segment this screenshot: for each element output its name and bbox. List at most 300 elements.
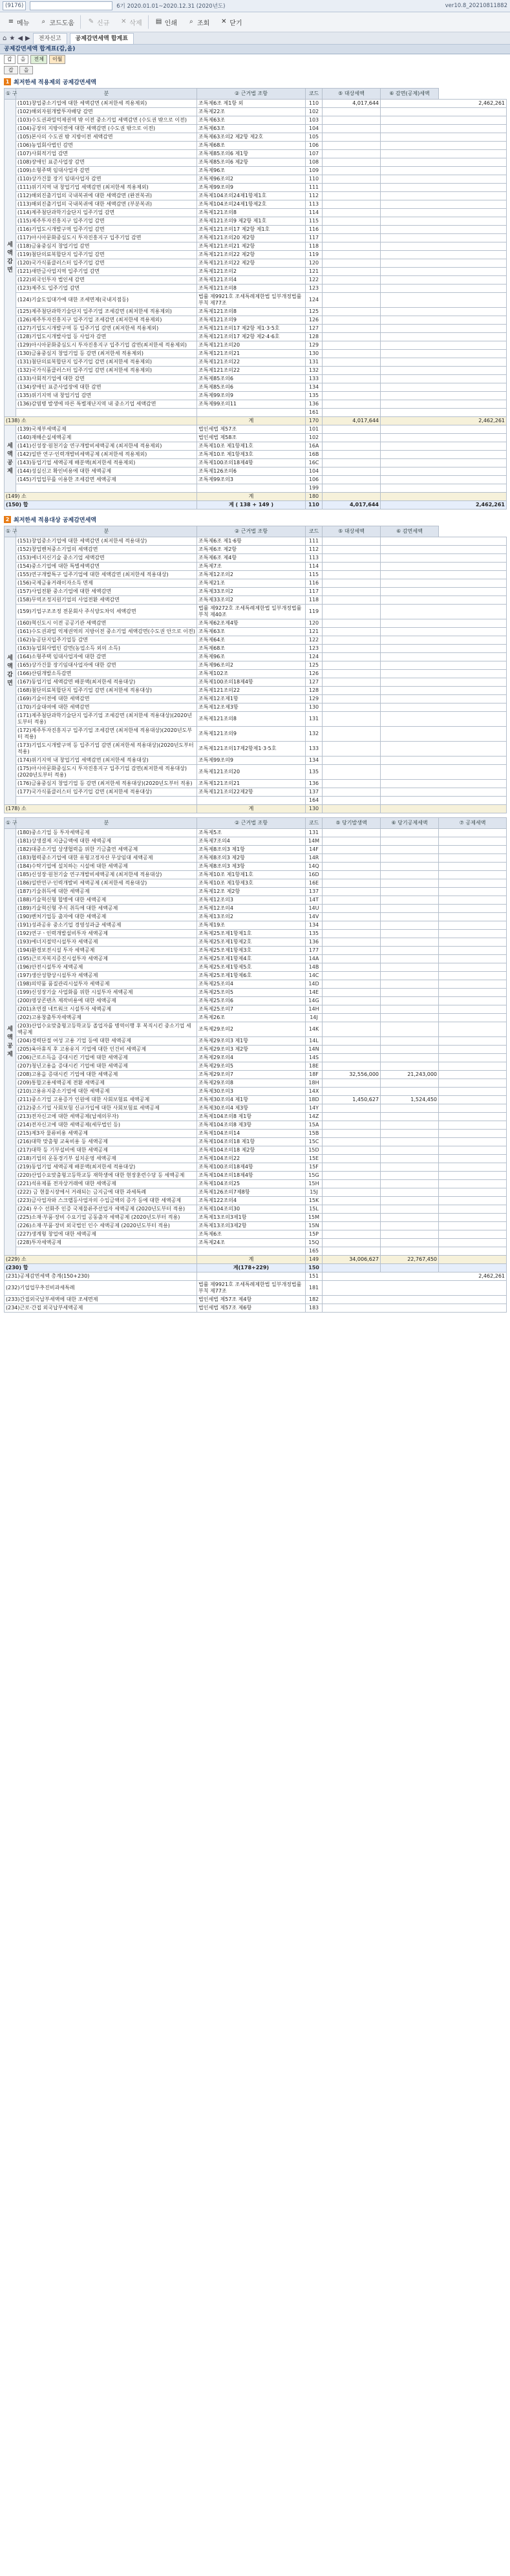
row-target-amount[interactable] [323, 158, 381, 167]
row-target-amount[interactable] [323, 316, 381, 325]
row-current-amount[interactable] [323, 980, 381, 989]
row-target-amount[interactable] [323, 367, 381, 375]
row-deduction-amount[interactable] [381, 316, 507, 325]
row-current-amount[interactable] [323, 837, 381, 846]
row-credit-amount[interactable] [439, 879, 507, 888]
row-reduction-amount[interactable] [381, 588, 507, 596]
row-target-amount[interactable] [323, 484, 381, 493]
row-current-credit[interactable] [381, 837, 439, 846]
row-reduction-amount[interactable] [381, 628, 507, 636]
row-current-credit[interactable] [381, 1180, 439, 1188]
row-current-credit[interactable] [381, 888, 439, 896]
row-current-amount[interactable] [323, 1046, 381, 1054]
row-target-amount[interactable] [323, 476, 381, 484]
row-target-amount[interactable] [323, 333, 381, 341]
row-current-amount[interactable] [323, 1188, 381, 1197]
row-credit-amount[interactable] [439, 1062, 507, 1071]
row-reduction-amount[interactable] [381, 765, 507, 780]
row-current-amount[interactable] [323, 938, 381, 947]
row-deduction-amount[interactable] [381, 116, 507, 125]
row-current-credit[interactable] [381, 879, 439, 888]
row-reduction-amount[interactable] [381, 636, 507, 645]
row-target-amount[interactable] [323, 234, 381, 242]
row-deduction-amount[interactable] [381, 350, 507, 358]
sheet-eul-button[interactable]: 을 [19, 66, 34, 74]
row-reduction-amount[interactable] [381, 554, 507, 563]
row-current-credit[interactable] [381, 1155, 439, 1163]
row-credit-amount[interactable] [439, 938, 507, 947]
row-target-amount[interactable] [323, 537, 381, 546]
row-current-amount[interactable] [323, 1005, 381, 1014]
row-current-credit[interactable] [381, 871, 439, 879]
row-target-amount[interactable] [323, 788, 381, 797]
row-credit-amount[interactable] [439, 997, 507, 1005]
row-target-amount[interactable] [323, 661, 381, 670]
row-deduction-amount[interactable] [381, 409, 507, 417]
tab-deduction-summary[interactable]: 공제감면세액 합계표 [70, 33, 134, 44]
row-deduction-amount[interactable] [381, 268, 507, 276]
row-credit-amount[interactable] [439, 1079, 507, 1088]
row-deduction-amount[interactable] [381, 242, 507, 251]
row-target-amount[interactable] [323, 653, 381, 661]
row-target-amount[interactable] [323, 467, 381, 476]
row-current-amount[interactable]: 32,556,000 [323, 1071, 381, 1079]
row-current-credit[interactable] [381, 905, 439, 913]
row-deduction-amount[interactable] [381, 200, 507, 209]
row-target-amount[interactable] [323, 116, 381, 125]
code-help-button[interactable] [35, 14, 79, 30]
view-eul-button[interactable]: 을 [17, 55, 29, 64]
row-deduction-amount[interactable] [381, 133, 507, 142]
row-reduction-amount[interactable] [381, 537, 507, 546]
row-target-amount[interactable] [323, 341, 381, 350]
row-credit-amount[interactable] [439, 1071, 507, 1079]
row-current-credit[interactable] [381, 963, 439, 972]
row-reduction-amount[interactable] [381, 703, 507, 712]
row-current-amount[interactable] [323, 829, 381, 837]
row-credit-amount[interactable] [439, 1014, 507, 1022]
menu-button[interactable] [3, 14, 34, 30]
row-target-amount[interactable] [323, 579, 381, 588]
row-deduction-amount[interactable] [381, 375, 507, 383]
row-amount[interactable] [323, 1281, 507, 1296]
row-target-amount[interactable] [323, 780, 381, 788]
row-current-credit[interactable] [381, 846, 439, 854]
row-target-amount[interactable] [323, 571, 381, 579]
row-current-amount[interactable] [323, 863, 381, 871]
row-current-credit[interactable] [381, 1022, 439, 1037]
row-target-amount[interactable] [323, 596, 381, 605]
new-button[interactable] [83, 14, 114, 30]
row-deduction-amount[interactable] [381, 358, 507, 367]
row-reduction-amount[interactable] [381, 619, 507, 628]
row-current-amount[interactable] [323, 888, 381, 896]
row-target-amount[interactable] [323, 546, 381, 554]
row-current-amount[interactable] [323, 1054, 381, 1062]
row-current-credit[interactable] [381, 1188, 439, 1197]
row-reduction-amount[interactable] [381, 742, 507, 757]
row-credit-amount[interactable] [439, 854, 507, 863]
row-credit-amount[interactable] [439, 930, 507, 938]
row-target-amount[interactable] [323, 150, 381, 158]
row-reduction-amount[interactable] [381, 579, 507, 588]
row-current-credit[interactable] [381, 1239, 439, 1247]
row-credit-amount[interactable] [439, 896, 507, 905]
row-credit-amount[interactable] [439, 1130, 507, 1138]
row-target-amount[interactable] [323, 588, 381, 596]
row-deduction-amount[interactable]: 2,462,261 [381, 100, 507, 108]
row-current-credit[interactable] [381, 829, 439, 837]
search-button[interactable] [183, 14, 214, 30]
row-target-amount[interactable] [323, 209, 381, 217]
row-reduction-amount[interactable] [381, 780, 507, 788]
row-target-amount[interactable] [323, 175, 381, 184]
row-current-credit[interactable] [381, 1088, 439, 1096]
row-current-credit[interactable] [381, 1005, 439, 1014]
row-current-amount[interactable] [323, 1247, 381, 1256]
row-deduction-amount[interactable] [381, 476, 507, 484]
row-deduction-amount[interactable] [381, 108, 507, 116]
row-target-amount[interactable] [323, 619, 381, 628]
row-target-amount[interactable] [323, 434, 381, 442]
row-target-amount[interactable] [323, 200, 381, 209]
row-current-amount[interactable] [323, 1130, 381, 1138]
row-deduction-amount[interactable] [381, 167, 507, 175]
row-credit-amount[interactable] [439, 837, 507, 846]
row-target-amount[interactable] [323, 142, 381, 150]
row-current-credit[interactable] [381, 1222, 439, 1230]
star-icon[interactable]: ★ [9, 34, 16, 42]
row-current-credit[interactable] [381, 1172, 439, 1180]
row-current-amount[interactable] [323, 1197, 381, 1205]
row-current-credit[interactable] [381, 1054, 439, 1062]
row-current-amount[interactable] [323, 846, 381, 854]
row-credit-amount[interactable] [439, 972, 507, 980]
row-deduction-amount[interactable] [381, 383, 507, 392]
row-target-amount[interactable] [323, 259, 381, 268]
row-current-amount[interactable] [323, 1014, 381, 1022]
row-current-amount[interactable] [323, 1155, 381, 1163]
row-target-amount[interactable] [323, 350, 381, 358]
row-current-credit[interactable] [381, 1121, 439, 1130]
row-deduction-amount[interactable] [381, 142, 507, 150]
row-current-credit[interactable] [381, 1205, 439, 1214]
close-button[interactable] [215, 14, 246, 30]
row-current-credit[interactable] [381, 854, 439, 863]
row-target-amount[interactable] [323, 628, 381, 636]
forward-icon[interactable]: ▶ [25, 34, 30, 42]
row-target-amount[interactable] [323, 757, 381, 765]
row-target-amount[interactable] [323, 217, 381, 226]
row-reduction-amount[interactable] [381, 596, 507, 605]
row-current-amount[interactable] [323, 1146, 381, 1155]
row-current-credit[interactable] [381, 1197, 439, 1205]
row-current-amount[interactable] [323, 871, 381, 879]
row-current-credit[interactable] [381, 1062, 439, 1071]
row-current-credit[interactable]: 1,524,450 [381, 1096, 439, 1104]
row-credit-amount[interactable] [439, 1104, 507, 1113]
row-target-amount[interactable] [323, 108, 381, 116]
tab-electronic-filing[interactable]: 전자신고 [33, 33, 67, 44]
row-target-amount[interactable] [323, 184, 381, 192]
row-deduction-amount[interactable] [381, 308, 507, 316]
row-credit-amount[interactable] [439, 1022, 507, 1037]
row-reduction-amount[interactable] [381, 670, 507, 678]
row-credit-amount[interactable] [439, 863, 507, 871]
print-button[interactable] [151, 14, 182, 30]
delete-button[interactable] [115, 14, 146, 30]
row-deduction-amount[interactable] [381, 425, 507, 434]
row-deduction-amount[interactable] [381, 400, 507, 409]
row-amount[interactable] [323, 1296, 507, 1304]
row-credit-amount[interactable] [439, 1088, 507, 1096]
row-current-amount[interactable] [323, 879, 381, 888]
row-reduction-amount[interactable] [381, 571, 507, 579]
row-target-amount[interactable] [323, 678, 381, 687]
row-current-credit[interactable] [381, 980, 439, 989]
row-current-amount[interactable] [323, 972, 381, 980]
row-deduction-amount[interactable] [381, 367, 507, 375]
row-target-amount[interactable] [323, 554, 381, 563]
row-credit-amount[interactable] [439, 980, 507, 989]
row-credit-amount[interactable] [439, 1180, 507, 1188]
row-current-amount[interactable] [323, 913, 381, 921]
row-current-amount[interactable] [323, 1022, 381, 1037]
row-credit-amount[interactable] [439, 921, 507, 930]
row-current-credit[interactable] [381, 1113, 439, 1121]
row-target-amount[interactable] [323, 797, 381, 805]
row-deduction-amount[interactable] [381, 184, 507, 192]
row-target-amount[interactable] [323, 670, 381, 678]
row-current-credit[interactable] [381, 863, 439, 871]
row-current-amount[interactable] [323, 930, 381, 938]
row-current-credit[interactable] [381, 1138, 439, 1146]
row-credit-amount[interactable] [439, 1172, 507, 1180]
row-deduction-amount[interactable] [381, 150, 507, 158]
row-target-amount[interactable] [323, 284, 381, 293]
row-current-credit[interactable]: 21,243,000 [381, 1071, 439, 1079]
row-credit-amount[interactable] [439, 1005, 507, 1014]
row-current-credit[interactable] [381, 997, 439, 1005]
row-current-amount[interactable] [323, 896, 381, 905]
row-current-credit[interactable] [381, 1046, 439, 1054]
row-target-amount[interactable] [323, 308, 381, 316]
row-deduction-amount[interactable] [381, 451, 507, 459]
row-current-credit[interactable] [381, 947, 439, 955]
row-deduction-amount[interactable] [381, 209, 507, 217]
row-current-credit[interactable] [381, 938, 439, 947]
row-reduction-amount[interactable] [381, 712, 507, 727]
row-credit-amount[interactable] [439, 963, 507, 972]
row-credit-amount[interactable] [439, 1239, 507, 1247]
row-credit-amount[interactable] [439, 989, 507, 997]
row-target-amount[interactable] [323, 703, 381, 712]
row-deduction-amount[interactable] [381, 442, 507, 451]
row-current-amount[interactable] [323, 1062, 381, 1071]
row-credit-amount[interactable] [439, 829, 507, 837]
row-credit-amount[interactable] [439, 1037, 507, 1046]
row-deduction-amount[interactable] [381, 467, 507, 476]
row-current-amount[interactable] [323, 1163, 381, 1172]
row-reduction-amount[interactable] [381, 661, 507, 670]
row-credit-amount[interactable] [439, 1138, 507, 1146]
row-deduction-amount[interactable] [381, 284, 507, 293]
row-target-amount[interactable] [323, 459, 381, 467]
row-credit-amount[interactable] [439, 846, 507, 854]
row-target-amount[interactable] [323, 167, 381, 175]
row-reduction-amount[interactable] [381, 678, 507, 687]
row-current-credit[interactable] [381, 955, 439, 963]
row-target-amount[interactable] [323, 226, 381, 234]
row-reduction-amount[interactable] [381, 645, 507, 653]
row-reduction-amount[interactable] [381, 605, 507, 619]
row-deduction-amount[interactable] [381, 192, 507, 200]
row-target-amount[interactable] [323, 383, 381, 392]
row-current-amount[interactable]: 1,450,627 [323, 1096, 381, 1104]
row-target-amount[interactable] [323, 742, 381, 757]
row-current-credit[interactable] [381, 1146, 439, 1155]
row-deduction-amount[interactable] [381, 484, 507, 493]
row-deduction-amount[interactable] [381, 158, 507, 167]
row-target-amount[interactable] [323, 242, 381, 251]
row-credit-amount[interactable] [439, 1046, 507, 1054]
row-amount[interactable] [323, 1304, 507, 1313]
row-reduction-amount[interactable] [381, 788, 507, 797]
row-current-credit[interactable] [381, 913, 439, 921]
row-deduction-amount[interactable] [381, 459, 507, 467]
row-current-credit[interactable] [381, 1214, 439, 1222]
row-credit-amount[interactable] [439, 1205, 507, 1214]
row-credit-amount[interactable] [439, 1163, 507, 1172]
row-current-credit[interactable] [381, 921, 439, 930]
row-credit-amount[interactable] [439, 871, 507, 879]
row-target-amount[interactable] [323, 358, 381, 367]
row-target-amount[interactable] [323, 400, 381, 409]
row-target-amount[interactable] [323, 727, 381, 742]
row-current-amount[interactable] [323, 997, 381, 1005]
view-gap-button[interactable]: 갑 [4, 55, 16, 64]
view-carryover-button[interactable]: 이월 [49, 55, 65, 64]
row-current-credit[interactable] [381, 1163, 439, 1172]
row-target-amount[interactable] [323, 765, 381, 780]
row-target-amount[interactable] [323, 375, 381, 383]
row-deduction-amount[interactable] [381, 276, 507, 284]
row-reduction-amount[interactable] [381, 546, 507, 554]
row-current-amount[interactable] [323, 963, 381, 972]
row-current-credit[interactable] [381, 1079, 439, 1088]
row-credit-amount[interactable] [439, 1188, 507, 1197]
row-credit-amount[interactable] [439, 1096, 507, 1104]
row-current-amount[interactable] [323, 1113, 381, 1121]
view-all-button[interactable]: 전체 [30, 55, 47, 64]
row-current-credit[interactable] [381, 972, 439, 980]
row-credit-amount[interactable] [439, 1113, 507, 1121]
row-current-amount[interactable] [323, 947, 381, 955]
row-target-amount[interactable] [323, 425, 381, 434]
row-deduction-amount[interactable] [381, 341, 507, 350]
row-deduction-amount[interactable] [381, 392, 507, 400]
row-current-credit[interactable] [381, 1104, 439, 1113]
row-target-amount[interactable] [323, 276, 381, 284]
row-credit-amount[interactable] [439, 1054, 507, 1062]
row-target-amount[interactable] [323, 192, 381, 200]
row-credit-amount[interactable] [439, 1155, 507, 1163]
row-target-amount[interactable] [323, 293, 381, 308]
row-current-amount[interactable] [323, 1138, 381, 1146]
row-current-amount[interactable] [323, 921, 381, 930]
row-current-amount[interactable] [323, 1104, 381, 1113]
row-current-amount[interactable] [323, 854, 381, 863]
row-deduction-amount[interactable] [381, 217, 507, 226]
row-current-credit[interactable] [381, 1014, 439, 1022]
row-target-amount[interactable] [323, 712, 381, 727]
row-reduction-amount[interactable] [381, 797, 507, 805]
row-target-amount[interactable] [323, 636, 381, 645]
row-target-amount[interactable]: 4,017,644 [323, 100, 381, 108]
row-target-amount[interactable] [323, 409, 381, 417]
row-target-amount[interactable] [323, 392, 381, 400]
row-current-credit[interactable] [381, 1247, 439, 1256]
row-current-amount[interactable] [323, 1121, 381, 1130]
row-reduction-amount[interactable] [381, 695, 507, 703]
row-deduction-amount[interactable] [381, 251, 507, 259]
row-credit-amount[interactable] [439, 1197, 507, 1205]
row-reduction-amount[interactable] [381, 653, 507, 661]
row-reduction-amount[interactable] [381, 757, 507, 765]
row-deduction-amount[interactable] [381, 259, 507, 268]
row-deduction-amount[interactable] [381, 325, 507, 333]
row-credit-amount[interactable] [439, 947, 507, 955]
row-credit-amount[interactable] [439, 1121, 507, 1130]
row-current-amount[interactable] [323, 1214, 381, 1222]
row-target-amount[interactable] [323, 133, 381, 142]
row-current-credit[interactable] [381, 1230, 439, 1239]
row-target-amount[interactable] [323, 687, 381, 695]
row-deduction-amount[interactable] [381, 333, 507, 341]
row-current-amount[interactable] [323, 955, 381, 963]
sheet-gap-button[interactable]: 갑 [4, 66, 18, 74]
row-target-amount[interactable] [323, 125, 381, 133]
row-current-amount[interactable] [323, 1239, 381, 1247]
row-current-amount[interactable] [323, 1037, 381, 1046]
row-credit-amount[interactable] [439, 955, 507, 963]
row-credit-amount[interactable] [439, 913, 507, 921]
row-target-amount[interactable] [323, 251, 381, 259]
back-icon[interactable]: ◀ [17, 34, 23, 42]
row-credit-amount[interactable] [439, 888, 507, 896]
row-current-credit[interactable] [381, 1130, 439, 1138]
row-deduction-amount[interactable] [381, 293, 507, 308]
row-credit-amount[interactable] [439, 1230, 507, 1239]
row-target-amount[interactable] [323, 268, 381, 276]
row-reduction-amount[interactable] [381, 687, 507, 695]
row-current-amount[interactable] [323, 1205, 381, 1214]
row-current-credit[interactable] [381, 896, 439, 905]
row-amount[interactable]: 2,462,261 [323, 1272, 507, 1281]
row-credit-amount[interactable] [439, 1214, 507, 1222]
row-target-amount[interactable] [323, 451, 381, 459]
row-current-amount[interactable] [323, 1079, 381, 1088]
row-current-amount[interactable] [323, 905, 381, 913]
row-deduction-amount[interactable] [381, 125, 507, 133]
row-target-amount[interactable] [323, 645, 381, 653]
row-current-amount[interactable] [323, 1222, 381, 1230]
row-credit-amount[interactable] [439, 1222, 507, 1230]
row-credit-amount[interactable] [439, 1146, 507, 1155]
row-deduction-amount[interactable] [381, 226, 507, 234]
row-target-amount[interactable] [323, 325, 381, 333]
row-deduction-amount[interactable] [381, 234, 507, 242]
